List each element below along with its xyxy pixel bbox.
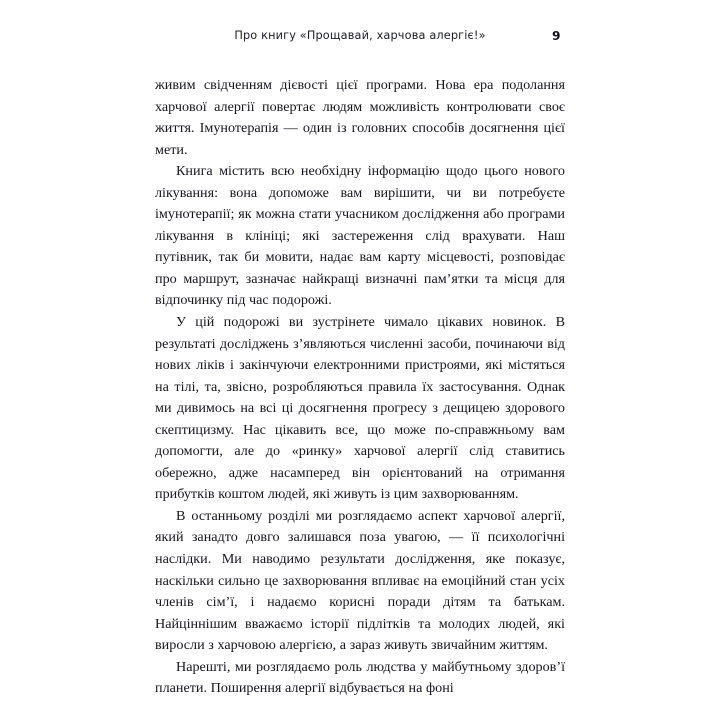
paragraph-journey: У цій подорожі ви зустрінете чимало цікавих новинок. В результаті досліджень з’являються численні засоби, починаючи від нових ліків і закінчуючи електронними пристроями, які містяться на тілі, та, звісно, розробляються правила їх застосування. Однак ми дивимось на всі ці досягнення прогресу з дещицею здорового скептицизму. Нас цікавить все, що може по-справжньому вам допомогти, але до «ринку» харчової алергії слід ставитись обережно, адже насамперед він орієнтований на отримання прибутків коштом людей, які живуть із цим захворюванням. (155, 314, 565, 503)
body-text-block (155, 75, 565, 700)
page-number: 9 (552, 29, 561, 43)
running-head (155, 30, 565, 48)
paragraph-book-contains: Книга містить всю необхідну інформацію щодо цього нового лікування: вона допоможе вам вирішити, чи ви потребуєте імунотерапії; як можна стати учасником дослідження або програми лікування в клініці; які застереження слід врахувати. Наш путівник, так би мовити, надає вам карту місцевості, розповідає про маршрут, зазначає найкращі визначні пам’ятки та місця для відпочинку під час подорожі. (155, 163, 565, 309)
paragraph-continued: живим свідченням дієвості цієї програми. Нова ера подолання харчової алергії повертає людям можливість контролювати своє життя. Імунотерапія — один із головних способів досягнення цієї мети. (155, 77, 565, 158)
paragraph-last-chapter: В останньому розділі ми розглядаємо аспект харчової алергії, який занадто довго залишався поза увагою, — її психологічні наслідки. Ми наводимо результати дослідження, яке показує, наскільки сильно це захворювання впливає на емоційний стан усіх членів сім’ї, і надаємо корисні поради дітям та батькам. Найціннішим вважаємо історії підлітків та молодих людей, які виросли з харчовою алергією, а зараз живуть звичайним життям. (155, 507, 565, 654)
running-head-title: Про книгу «Прощавай, харчова алергіє!» (234, 29, 486, 42)
paragraph-finally: Нарешті, ми розглядаємо роль людства у майбутньому здоров’ї планети. Поширення алергії відбувається на фоні (155, 658, 565, 697)
